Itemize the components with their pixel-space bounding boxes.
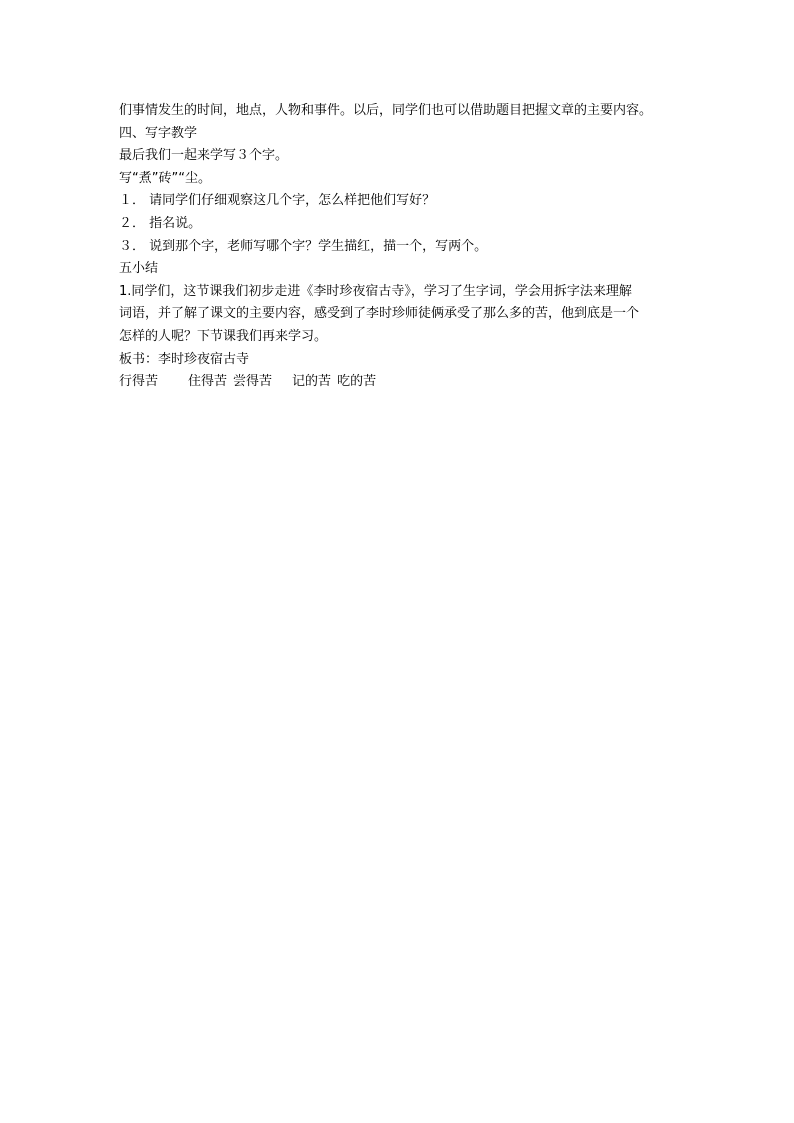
board-items — [119, 371, 679, 394]
paragraph-line: 写“煮”砖”“尘。 — [119, 170, 211, 186]
list-item: ２． 指名说。 — [119, 215, 202, 231]
board-item: 尝得苦 — [233, 374, 273, 390]
paragraph-line: 最后我们一起来学写３个字。 — [119, 148, 289, 164]
paragraph-line: 怎样的人呢？下节课我们再来学习。 — [119, 328, 328, 344]
section-heading-writing: 四、写字教学 — [119, 125, 198, 141]
board-item: 住得苦 — [188, 374, 228, 390]
list-item: １． 请同学们仔细观察这几个字，怎么样把他们写好？ — [119, 193, 436, 209]
board-item: 记的苦 — [292, 374, 332, 390]
board-item: 吃的苦 — [337, 374, 377, 390]
section-heading-summary: 五小结 — [119, 261, 159, 277]
list-item: ３． 说到那个字，老师写哪个字？学生描红，描一个，写两个。 — [119, 238, 488, 254]
board-title: 板书：李时珍夜宿古寺 — [119, 351, 250, 367]
paragraph-line: 们事情发生的时间，地点，人物和事件。以后，同学们也可以借助题目把握文章的主要内容。 — [119, 103, 653, 118]
document-body — [119, 100, 679, 394]
board-item: 行得苦 — [119, 374, 159, 390]
paragraph-line: 词语，并了解了课文的主要内容，感受到了李时珍师徒俩承受了那么多的苦，他到底是一个 — [119, 306, 640, 322]
paragraph-line: 1.同学们，这节课我们初步走进《李时珍夜宿古寺》，学习了生字词，学会用拆字法来理解 — [119, 283, 632, 299]
